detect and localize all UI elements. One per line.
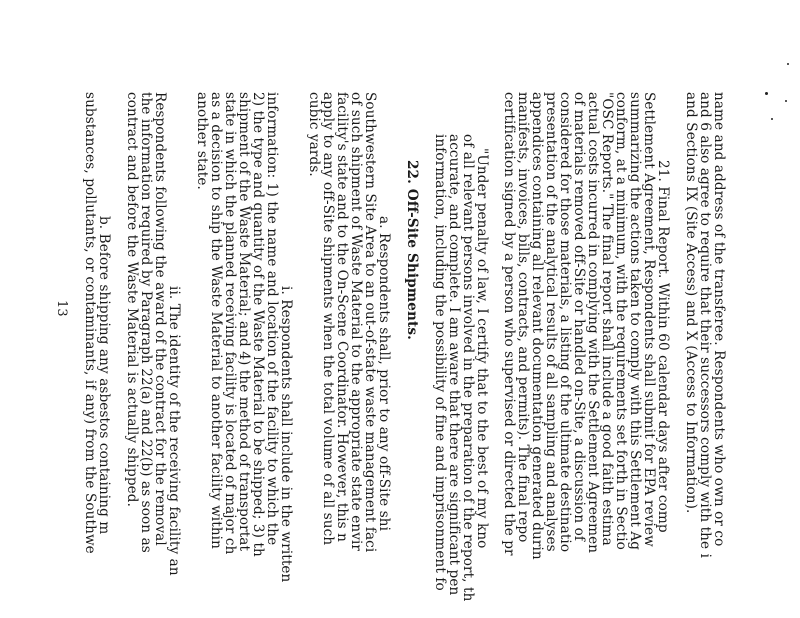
section-heading: 22. Off-Site Shipments. xyxy=(404,160,420,340)
text-line: contract and before the Waste Material is actually shipped. xyxy=(124,92,140,507)
text-line: ii. The identity of the receiving facility an xyxy=(166,286,182,576)
text-line: Settlement Agreement, Respondents shall submit for EPA review xyxy=(641,92,657,547)
text-line: actual costs incurred in complying with the Settlement Agreemen xyxy=(585,92,601,554)
text-line: as a decision to ship the Waste Material to another facility within xyxy=(208,92,224,549)
text-line: name and address of the transferee. Respondents who own or co xyxy=(711,92,727,547)
text-line: apply to any off-Site shipments when the total volume of all such xyxy=(320,92,336,546)
text-line: considered for those materials, a listing of the ultimate destinatio xyxy=(557,92,573,553)
text-line: "Under penalty of law, I certify that to the best of my kno xyxy=(474,148,490,549)
text-line: Respondents following the award of the contract for the removal xyxy=(152,92,168,546)
text-line: and Sections IX (Site Access) and X (Access to Information). xyxy=(683,92,699,514)
text-line: of such shipment of Waste Material to the appropriate state envir xyxy=(348,92,364,552)
text-line: Southwestern Site Area to an out-of-state waste management faci xyxy=(362,92,378,553)
text-line: information, including the possibility of fine and imprisonment fo xyxy=(432,134,448,591)
text-line: and 6 also agree to require that their successors comply with the i xyxy=(697,92,713,559)
text-line: 21. Final Report. Within 60 calendar days after comp xyxy=(655,160,671,533)
text-line: appendices containing all relevant documentation generated durin xyxy=(529,92,545,560)
text-line: facility's state and to the On-Scene Coordinator. However, this n xyxy=(334,92,350,543)
text-line: accurate, and complete. I am aware that there are significant pen xyxy=(446,134,462,596)
text-line: conform, at a minimum, with the requirements set forth in Sectio xyxy=(613,92,629,550)
text-line: certification signed by a person who supervised or directed the pr xyxy=(501,92,517,556)
text-line: information: 1) the name and location of the facility to which the xyxy=(264,92,280,546)
text-line: summarizing the actions taken to comply with this Settlement Ag xyxy=(627,92,643,551)
text-line: i. Respondents shall include in the written xyxy=(278,286,294,583)
text-line: state in which the planned receiving facility is located of major ch xyxy=(222,92,238,555)
text-line: of all relevant persons involved in the preparation of the report, th xyxy=(460,134,476,602)
page-number: 13 xyxy=(54,300,69,317)
text-line: of materials removed off-Site or handled on-Site, a discussion of xyxy=(571,92,587,542)
text-line: presentation of the analytical results of all sampling and analyses xyxy=(543,92,559,552)
text-line: manifests, invoices, bills, contracts, and permits). The final repo xyxy=(515,92,531,543)
text-line: the information required by Paragraph 22(a) and 22(b) as soon as xyxy=(138,92,154,553)
text-line: a. Respondents shall, prior to any off-Site shi xyxy=(376,216,392,532)
text-line: substances, pollutants, or contaminants, if any) from the Southwe xyxy=(82,92,98,554)
text-line: b. Before shipping any asbestos containing m xyxy=(96,216,112,535)
text-line: 2) the type and quantity of the Waste Material to be shipped; 3) th xyxy=(250,92,266,557)
text-line: shipment of the Waste Material; and 4) the method of transportat xyxy=(236,92,252,552)
text-line: cubic yards. xyxy=(306,92,322,177)
text-line: another state. xyxy=(194,92,210,190)
text-line: "OSC Reports." The final report shall include a good faith estima xyxy=(599,92,615,546)
